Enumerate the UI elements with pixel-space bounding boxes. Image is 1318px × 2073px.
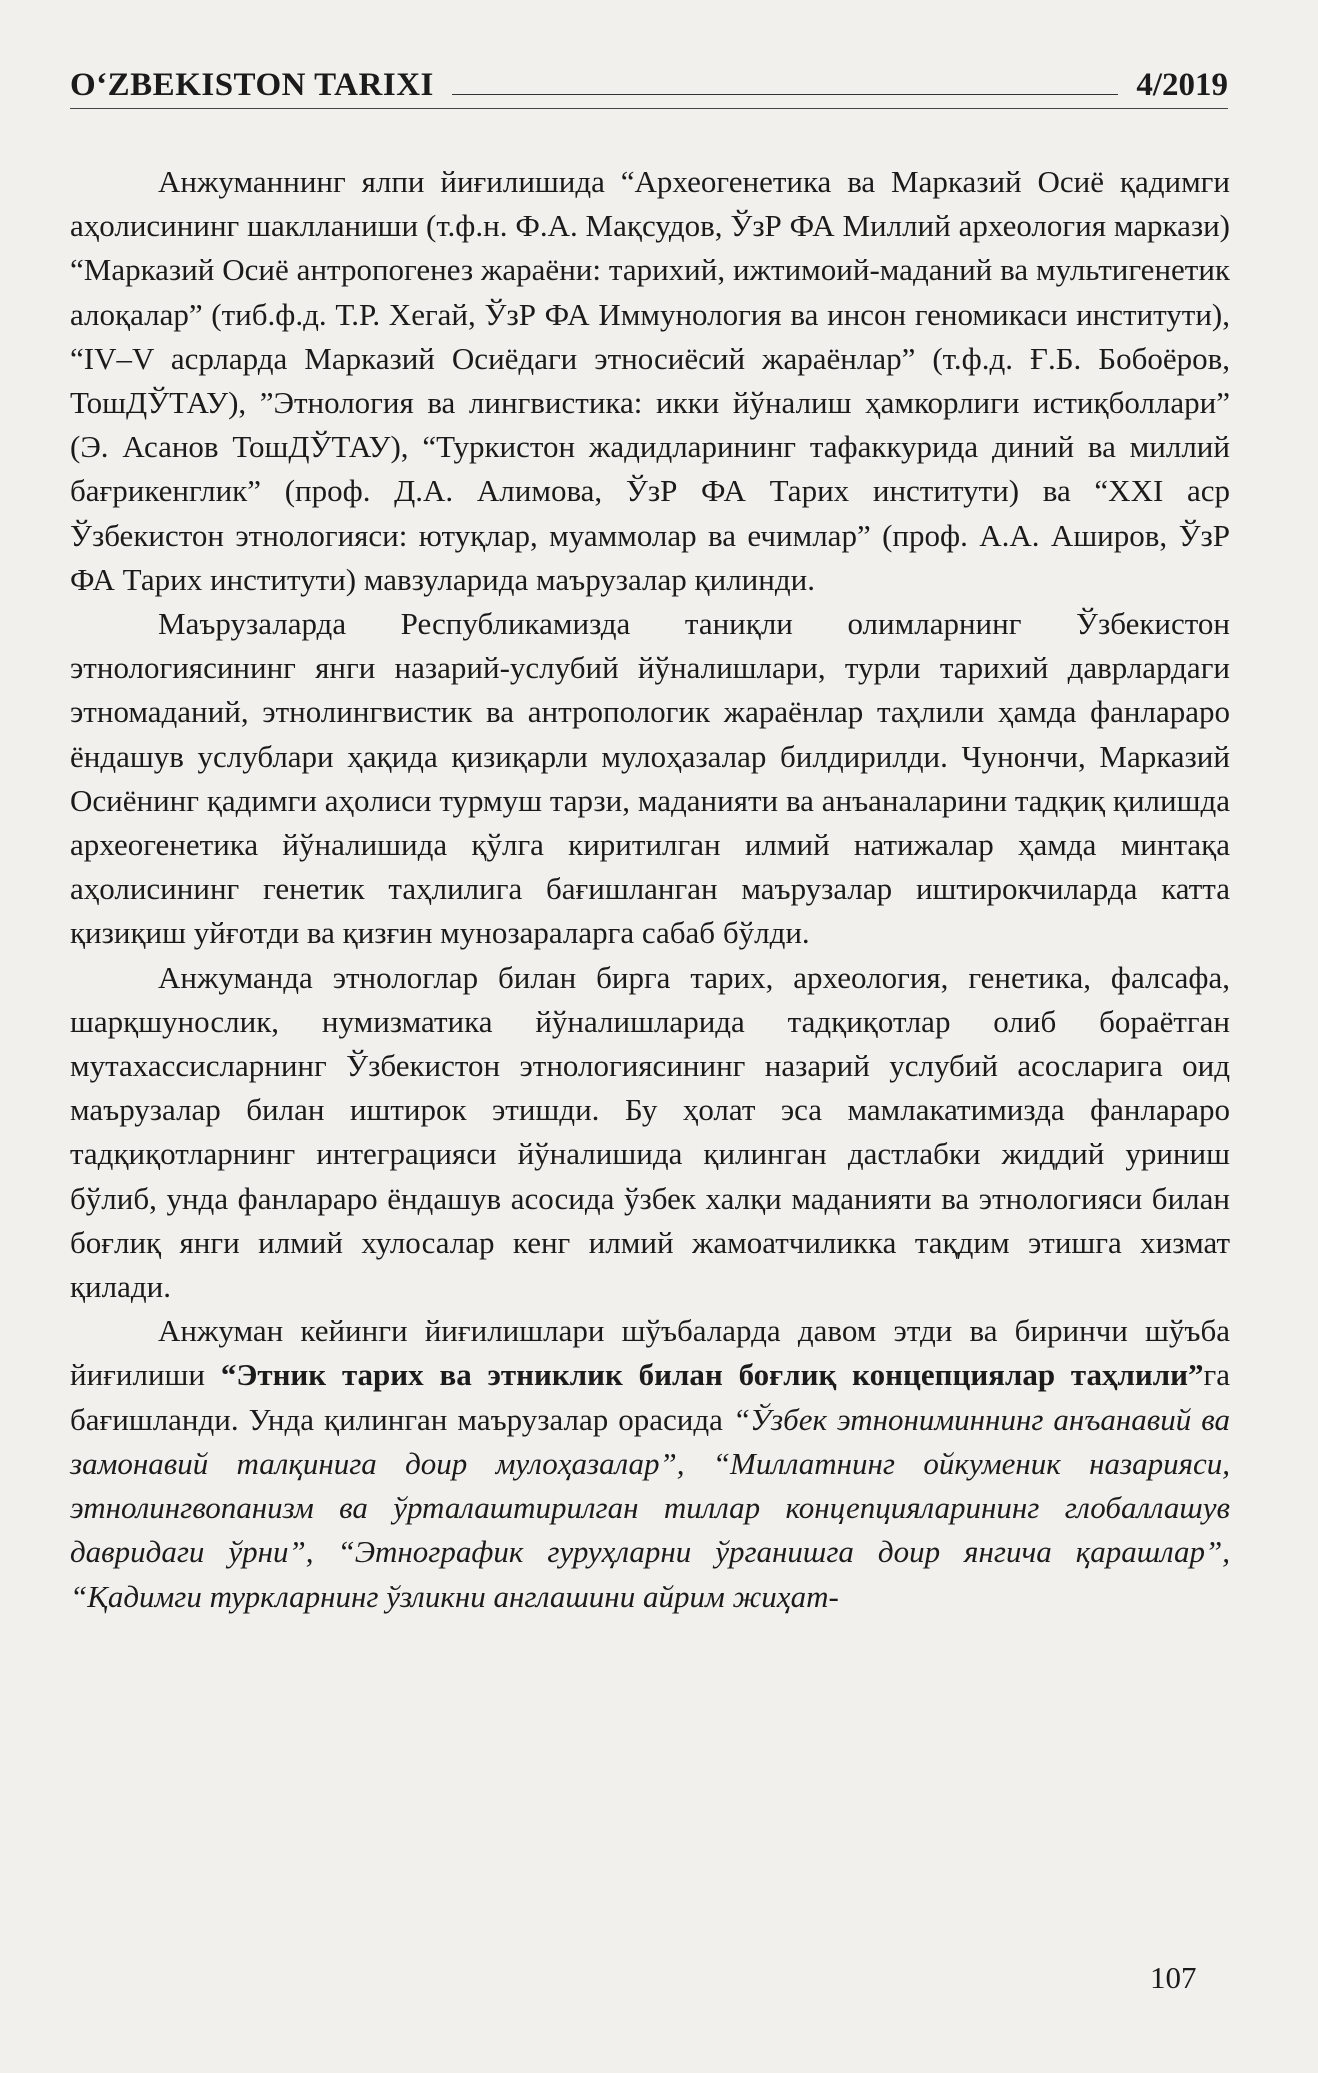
article-body — [70, 160, 1230, 1619]
paragraph-intro: Анжуман кейинги йиғилишлари шўъбаларда давом этди ва биринчи шўъба йиғилиши — [70, 1313, 1230, 1393]
journal-title: O‘ZBEKISTON TARIXI — [70, 67, 434, 103]
paragraph: Маърузаларда Республикамизда таниқли олимларнинг Ўзбекистон этнологиясининг янги назарий-услубий йўналишлари, турли тарихий даврлардаги этномаданий, этнолингвистик ва антропологик жараёнлар таҳлили ҳамда фанлараро ёндашув услублари ҳақида қизиқарли мулоҳазалар билдирилди. Чунончи, Марказий Осиёнинг қадимги аҳолиси турмуш тарзи, маданияти ва анъаналарини тадқиқ қилишда археогенетика йўналишида қўлга киритилган илмий натижалар ҳамда минтақа аҳолисининг генетик таҳлилига бағишланган маърузалар иштирокчиларда катта қизиқиш уйғотди ва қизғин мунозараларга сабаб бўлди. — [70, 606, 1230, 951]
running-header — [70, 52, 1228, 104]
issue-number: 4/2019 — [1136, 67, 1228, 103]
header-divider — [70, 108, 1228, 109]
page-number: 107 — [1150, 1960, 1197, 1995]
paragraph: Анжуманда этнологлар билан бирга тарих, археология, генетика, фалсафа, шарқшунослик, нумизматика йўналишларида тадқиқотлар олиб бораётган мутахассисларнинг Ўзбекистон этнологиясининг назарий услубий асосларига оид маърузалар билан иштирок этишди. Бу ҳолат эса мамлакатимизда фанлараро тадқиқотларнинг интеграцияси йўналишида қилинган дастлабки жиддий уриниш бўлиб, унда фанлараро ёндашув асосида ўзбек халқи маданияти ва этнологияси билан боғлиқ янги илмий хулосалар кенг илмий жамоатчиликка тақдим этишга хизмат қилади. — [70, 959, 1230, 1305]
section-title-bold: “Этник тарих ва этниклик билан боғлиқ концепциялар таҳлили” — [220, 1357, 1204, 1393]
report-titles-italic: “Ўзбек этнониминнинг анъанавий ва замонавий талқинига доир мулоҳазалар”, “Миллатнинг ойкуменик назарияси, этнолингвопанизм ва ўрталаштирилган тиллар концепцияларининг глобаллашув давридаги ўрни”, “Этнографик гуруҳларни ўрганишга доир янгича қарашлар”, “Қадимги туркларнинг ўзликни англашини айрим жиҳат- — [70, 1401, 1231, 1614]
paragraph: Анжуманнинг ялпи йиғилишида “Археогенетика ва Марказий Осиё қадимги аҳолисининг шаклланиши (т.ф.н. Ф.А. Мақсудов, ЎзР ФА Миллий археология маркази) “Марказий Осиё антропогенез жараёни: тарихий, ижтимоий-маданий ва мультигенетик алоқалар” (тиб.ф.д. Т.Р. Хегай, ЎзР ФА Иммунология ва инсон геномикаси институти), “IV–V асрларда Марказий Осиёдаги этносиёсий жараёнлар” (т.ф.д. Ғ.Б. Бобоёров, ТошДЎТАУ), ”Этнология ва лингвистика: икки йўналиш ҳамкорлиги истиқболлари” (Э. Асанов ТошДЎТАУ), “Туркистон жадидларининг тафаккурида диний ва миллий бағрикенглик” (проф. Д.А. Алимова, ЎзР ФА Тарих институти) ва “XXI аср Ўзбекистон этнологияси: ютуқлар, муаммолар ва ечимлар” (проф. А.А. Аширов, ЎзР ФА Тарих институти) мавзуларида маърузалар қилинди. — [70, 164, 1230, 597]
paragraph — [70, 1309, 1230, 1618]
paragraph-mid: га бағишланди. Унда қилинган маърузалар орасида — [70, 1357, 1230, 1437]
header-rule — [452, 94, 1118, 95]
